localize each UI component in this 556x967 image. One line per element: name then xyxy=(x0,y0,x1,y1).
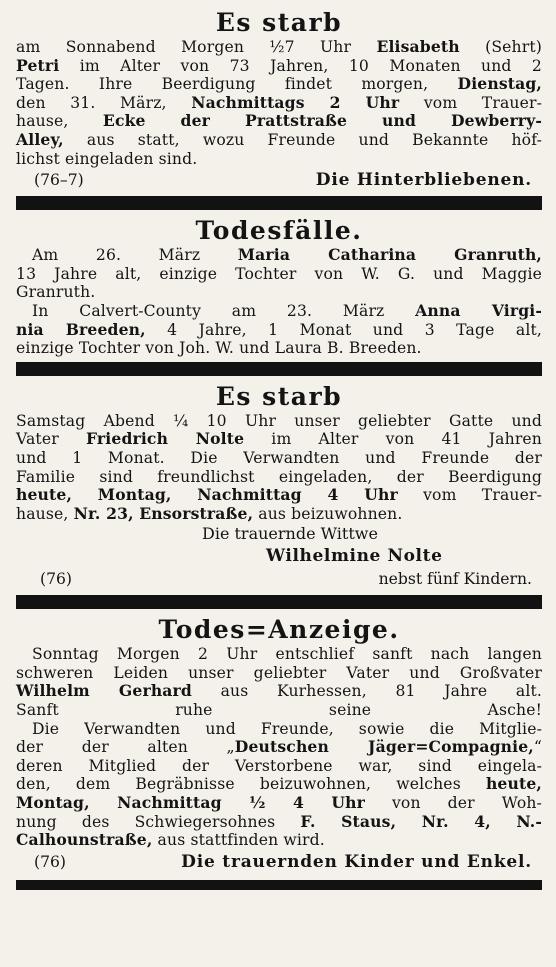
text-run: aus Kurhessen, 81 Jahre alt. xyxy=(191,682,542,701)
signature-name: Wilhelmine Nolte xyxy=(266,546,443,567)
text-run: “ xyxy=(533,738,542,757)
text-run: im Alter von 41 Jahren xyxy=(244,430,542,449)
signature-tail: nebst fünf Kindern. xyxy=(378,570,532,589)
bold-text: Friedrich Nolte xyxy=(85,429,245,449)
text-run: Granruth. xyxy=(16,283,96,302)
text-run: schweren Leiden unser geliebter Vater und Großvater xyxy=(16,663,542,682)
text-line xyxy=(16,701,542,720)
text-line xyxy=(16,794,542,813)
separator-rule xyxy=(16,196,542,210)
notice-body xyxy=(16,246,542,358)
text-run: hause, xyxy=(16,504,74,523)
text-run: aus beizuwohnen. xyxy=(253,504,403,523)
text-line xyxy=(16,645,542,664)
bold-text: Montag, Nachmittag ½ 4 Uhr xyxy=(16,793,365,813)
text-line xyxy=(16,75,542,94)
text-run: Vater xyxy=(16,430,86,449)
bold-text: Calhounstraße, xyxy=(16,830,153,850)
text-line xyxy=(16,283,542,302)
bold-text: Elisabeth xyxy=(376,37,460,56)
signature-row xyxy=(16,168,542,192)
reference-number: (76) xyxy=(34,852,67,871)
separator-rule xyxy=(16,880,542,890)
text-line xyxy=(16,38,542,57)
text-run: der der alten „ xyxy=(16,738,235,757)
text-run: Sanft ruhe seine Asche! xyxy=(16,701,542,720)
text-run: hause, xyxy=(16,112,103,131)
text-run: deren Mitglied der Verstorbene war, sind eingela- xyxy=(16,756,542,775)
text-run: und 1 Monat. Die Verwandten und Freunde der xyxy=(16,448,542,467)
text-line xyxy=(16,775,542,794)
notice-gerhard xyxy=(16,615,542,874)
text-run: Familie sind freundlichst eingeladen, der Beerdigung xyxy=(16,467,542,486)
text-line xyxy=(16,412,542,431)
text-run: von der Woh- xyxy=(365,794,542,813)
text-run: (Sehrt) xyxy=(459,38,542,56)
text-run: Sonntag Morgen 2 Uhr entschlief sanft nach langen xyxy=(32,645,542,664)
text-line xyxy=(16,831,542,850)
text-line xyxy=(16,738,542,757)
bold-text: Nachmittags 2 Uhr xyxy=(191,92,400,112)
text-line xyxy=(16,302,542,321)
text-run: In Calvert-County am 23. März xyxy=(32,301,416,320)
text-run: aus statt, wozu Freunde und Bekannte höf- xyxy=(63,130,542,149)
text-line xyxy=(16,339,542,358)
text-run: am Sonnabend Morgen ½7 Uhr xyxy=(16,38,377,56)
bold-text: Deutschen Jäger=Compagnie, xyxy=(234,737,534,757)
text-line xyxy=(16,682,542,701)
signature-row xyxy=(16,567,542,591)
text-line xyxy=(16,664,542,683)
text-run: Samstag Abend ¼ 10 Uhr unser geliebter Gatte und xyxy=(16,411,542,430)
text-line xyxy=(16,813,542,832)
text-run: aus stattfinden wird. xyxy=(152,831,325,850)
separator-rule xyxy=(16,595,542,609)
text-line xyxy=(16,486,542,505)
bold-text: Dienstag, xyxy=(457,74,542,94)
text-line xyxy=(16,757,542,776)
text-line xyxy=(16,720,542,739)
text-line xyxy=(16,265,542,284)
bold-text: Maria Catharina Granruth, xyxy=(237,245,543,265)
text-run: Am 26. März xyxy=(32,246,238,265)
text-line xyxy=(16,131,542,150)
notice-body xyxy=(16,412,542,524)
notice-heading: Es starb xyxy=(215,8,343,37)
text-run: im Alter von 73 Jahren, 10 Monaten und 2 xyxy=(59,56,542,75)
bold-text: heute, xyxy=(485,774,542,794)
notice-heading: Todesfälle. xyxy=(195,216,363,246)
bold-text: Wilhelm Gerhard xyxy=(16,681,192,701)
text-run: den 31. März, xyxy=(16,93,192,112)
bold-text: Alley, xyxy=(16,129,64,149)
notice-todesfaelle xyxy=(16,216,542,358)
text-line xyxy=(16,449,542,468)
text-line xyxy=(16,505,542,524)
bold-text: Petri xyxy=(16,55,60,75)
notice-body xyxy=(16,645,542,850)
notice-petri xyxy=(16,8,542,192)
text-run: 4 Jahre, 1 Monat und 3 Tage alt, xyxy=(145,320,542,339)
text-run: einzige Tochter von Joh. W. und Laura B. Breeden. xyxy=(16,339,422,358)
reference-number: (76–7) xyxy=(34,171,84,190)
signature: Die Hinterbliebenen. xyxy=(315,170,532,191)
signature-row xyxy=(16,850,542,874)
bold-text: nia Breeden, xyxy=(16,319,146,339)
notice-heading: Todes=Anzeige. xyxy=(158,615,400,645)
text-line xyxy=(16,112,542,131)
text-line xyxy=(16,94,542,113)
text-run: Tagen. Ihre Beerdigung findet morgen, xyxy=(16,75,458,94)
text-line xyxy=(16,246,542,265)
signature-intro: Die trauernde Wittwe xyxy=(202,524,378,544)
text-run: lichst eingeladen sind. xyxy=(16,149,198,168)
bold-text: heute, Montag, Nachmittag 4 Uhr xyxy=(16,485,398,505)
bold-text: Ecke der Prattstraße und Dewberry- xyxy=(102,111,543,131)
signature: Die trauernden Kinder und Enkel. xyxy=(181,851,532,872)
notice-nolte xyxy=(16,382,542,592)
bold-text: Nr. 23, Ensorstraße, xyxy=(73,503,254,523)
notice-body xyxy=(16,38,542,168)
text-line xyxy=(16,321,542,340)
text-run: den, dem Begräbnisse beizuwohnen, welches xyxy=(16,775,486,794)
text-line xyxy=(16,430,542,449)
text-run: Die Verwandten und Freunde, sowie die Mitglie- xyxy=(32,719,542,738)
text-run: nung des Schwiegersohnes xyxy=(16,812,301,831)
text-line xyxy=(16,57,542,76)
separator-rule xyxy=(16,362,542,376)
reference-number: (76) xyxy=(40,570,73,589)
text-run: 13 Jahre alt, einzige Tochter von W. G. und Maggie xyxy=(16,264,542,283)
bold-text: F. Staus, Nr. 4, N.- xyxy=(300,811,542,831)
notice-heading: Es starb xyxy=(215,381,343,411)
text-line xyxy=(16,468,542,487)
bold-text: Anna Virgi- xyxy=(415,300,542,320)
text-run: vom Trauer- xyxy=(399,93,542,112)
text-run: vom Trauer- xyxy=(397,486,542,505)
text-line xyxy=(16,150,542,169)
